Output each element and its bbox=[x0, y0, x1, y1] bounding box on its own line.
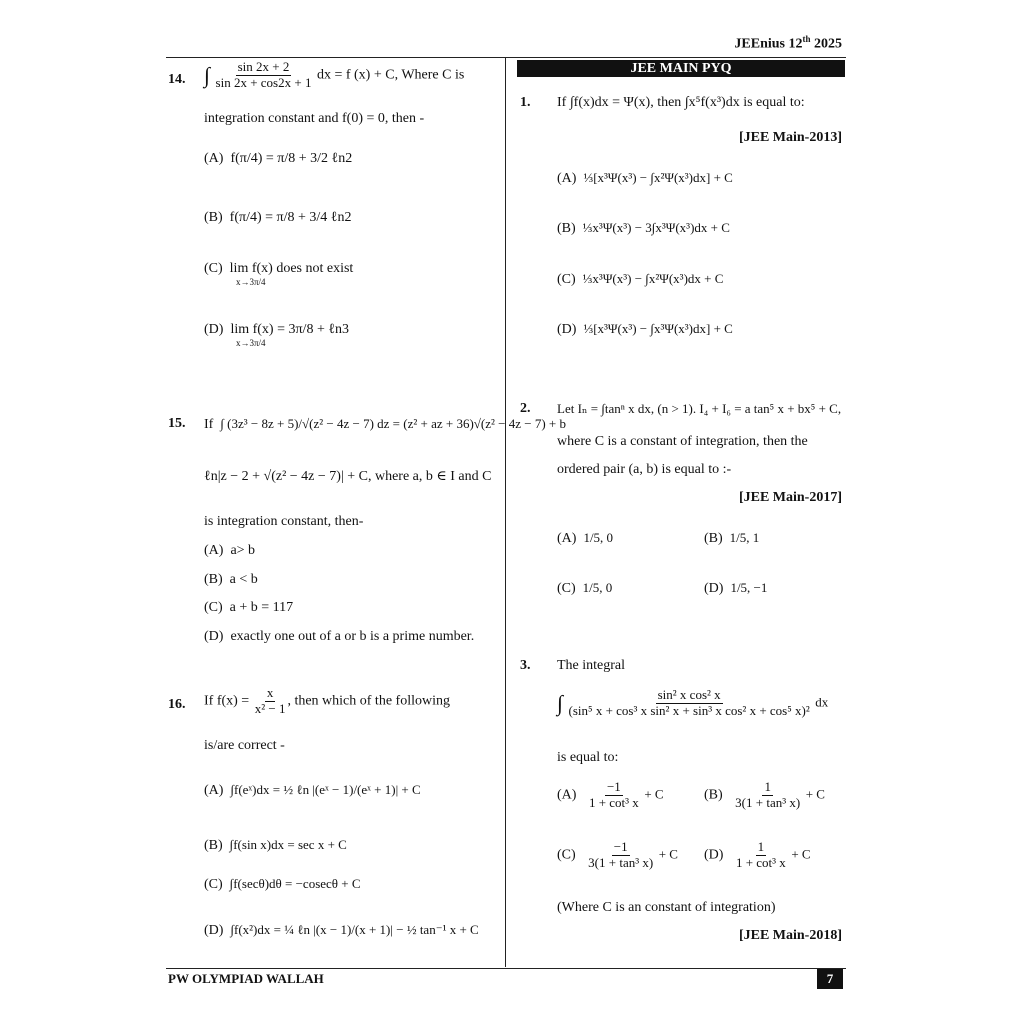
q16-option-b: (B) ∫f(sin x)dx = sec x + C bbox=[204, 837, 347, 853]
p3-integral: ∫ $\frac{\text{sin² x cos² x}}{\text{(sin⁵ x + cos³ x sin² x + sin³ x cos² x + cos⁵ x)²}}$ dx bbox=[557, 687, 829, 718]
footer-publisher: PW OLYMPIAD WALLAH bbox=[168, 971, 324, 986]
p3-line2: is equal to: bbox=[557, 750, 619, 765]
q14-option-c-limit: x→3π/4 bbox=[236, 277, 266, 287]
q16-option-a: (A) ∫f(eˣ)dx = ½ ℓn |(eˣ − 1)/(eˣ + 1)| + C bbox=[204, 782, 421, 798]
running-header: JEEnius 12th 2025 bbox=[734, 34, 842, 52]
p2-line1: Let Iₙ = ∫tanⁿ x dx, (n > 1). I₄ + I₆ = a tan⁵ x + bx⁵ + C, bbox=[557, 401, 842, 416]
p1-stem: If ∫f(x)dx = Ψ(x), then ∫x⁵f(x³)dx is equal to: bbox=[557, 95, 805, 110]
p3-option-d: (D) $\frac{1}{\text{1 + cot³ x}}$ + C bbox=[704, 839, 811, 870]
q16-line1: If f(x) = $\frac{x}{\text{x² − 1}}$ , then which of the following bbox=[204, 685, 450, 716]
p3-note: (Where C is an constant of integration) bbox=[557, 900, 776, 915]
p2-option-c: (C) 1/5, 0 bbox=[557, 580, 613, 596]
q14-option-a: (A) f(π/4) = π/8 + 3/2 ℓn2 bbox=[204, 151, 353, 166]
p1-reference: [JEE Main-2013] bbox=[738, 130, 842, 145]
q14-fraction: $\frac{\sin 2x + 2}{\sin 2x + \cos 2x + 1}$ bbox=[215, 59, 312, 90]
q15-option-a: (A) a> b bbox=[204, 543, 256, 558]
p3-line1: The integral bbox=[557, 658, 626, 673]
bottom-rule bbox=[166, 968, 846, 969]
q15-option-b: (B) a < b bbox=[204, 572, 258, 587]
p3-option-c: (C) $\frac{-1}{\text{3(1 + tan³ x)}}$ + C bbox=[557, 839, 678, 870]
p3-number: 3. bbox=[520, 658, 531, 673]
p2-option-a: (A) 1/5, 0 bbox=[557, 530, 614, 546]
p1-option-b: (B) ⅓x³Ψ(x³) − 3∫x³Ψ(x³)dx + C bbox=[557, 220, 730, 236]
p2-reference: [JEE Main-2017] bbox=[738, 490, 842, 505]
p1-option-a: (A) ⅓[x³Ψ(x³) − ∫x²Ψ(x³)dx] + C bbox=[557, 170, 733, 186]
top-rule bbox=[166, 57, 846, 58]
q16-option-d: (D) ∫f(x²)dx = ¼ ℓn |(x − 1)/(x + 1)| − ½ tan⁻¹ x + C bbox=[204, 922, 479, 938]
q15-line2: ℓn|z − 2 + √(z² − 4z − 7)| + C, where a, b ∈ I and C bbox=[204, 469, 492, 484]
p3-option-a: (A) $\frac{-1}{\text{1 + cot³ x}}$ + C bbox=[557, 779, 664, 810]
p1-number: 1. bbox=[520, 95, 531, 110]
p1-option-c: (C) ⅓x³Ψ(x³) − ∫x²Ψ(x³)dx + C bbox=[557, 271, 724, 287]
q14-number: 14. bbox=[168, 72, 186, 87]
q15-option-d: (D) exactly one out of a or b is a prime number. bbox=[204, 629, 475, 644]
p3-reference: [JEE Main-2018] bbox=[738, 928, 842, 943]
q14-option-d: (D) lim f(x) = 3π/8 + ℓn3 bbox=[204, 322, 350, 337]
q16-fraction: $\frac{x}{\text{x² − 1}}$ bbox=[254, 685, 286, 716]
p1-option-d: (D) ⅓[x³Ψ(x³) − ∫x³Ψ(x³)dx] + C bbox=[557, 321, 733, 337]
q14-line2: integration constant and f(0) = 0, then - bbox=[204, 111, 425, 126]
q15-line1: If ∫ (3z³ − 8z + 5)/√(z² − 4z − 7) dz = (z² + az + 36)√(z² − 4z − 7) + b bbox=[204, 416, 567, 432]
p2-number: 2. bbox=[520, 401, 531, 416]
p2-option-d: (D) 1/5, −1 bbox=[704, 580, 768, 596]
q14-option-b: (B) f(π/4) = π/8 + 3/4 ℓn2 bbox=[204, 210, 352, 225]
q15-number: 15. bbox=[168, 416, 186, 431]
column-divider bbox=[505, 57, 506, 967]
q15-line3: is integration constant, then- bbox=[204, 514, 364, 529]
q14-stem: ∫ $\frac{\sin 2x + 2}{\sin 2x + \cos 2x + 1}$ dx = f (x) + C, Where C is bbox=[204, 59, 465, 90]
q16-number: 16. bbox=[168, 697, 186, 712]
p3-option-b: (B) $\frac{1}{\text{3(1 + tan³ x)}}$ + C bbox=[704, 779, 825, 810]
section-banner: JEE MAIN PYQ bbox=[517, 60, 845, 77]
q14-option-c: (C) lim f(x) does not exist bbox=[204, 261, 354, 276]
p2-line2: where C is a constant of integration, then the bbox=[557, 434, 808, 449]
q15-option-c: (C) a + b = 117 bbox=[204, 600, 294, 615]
p2-line3: ordered pair (a, b) is equal to :- bbox=[557, 462, 732, 477]
q16-line2: is/are correct - bbox=[204, 738, 285, 753]
p2-option-b: (B) 1/5, 1 bbox=[704, 530, 760, 546]
q14-option-d-limit: x→3π/4 bbox=[236, 338, 266, 348]
page-number: 7 bbox=[817, 969, 843, 989]
p3-fraction: $\frac{\text{sin² x cos² x}}{\text{(sin⁵ x + cos³ x sin² x + sin³ x cos² x + cos⁵ x)²}}$ bbox=[568, 687, 810, 718]
q16-option-c: (C) ∫f(secθ)dθ = −cosecθ + C bbox=[204, 876, 361, 892]
